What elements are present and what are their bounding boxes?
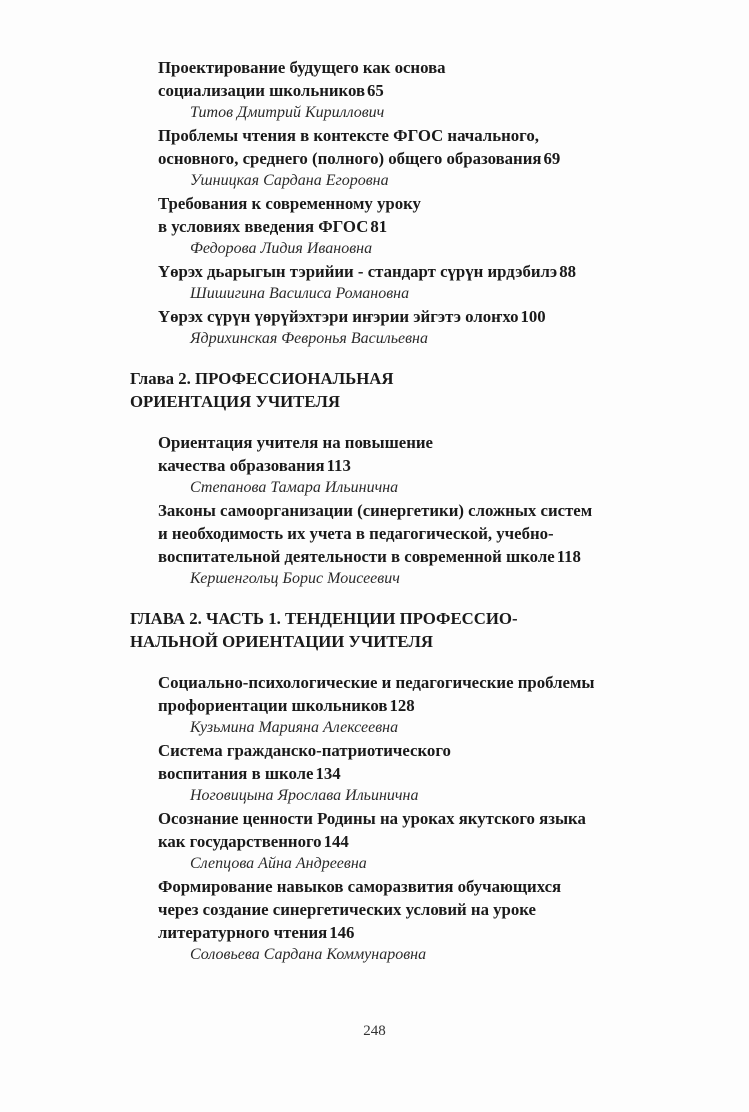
entry-title-line: Система гражданско-патриотического [158,741,451,760]
toc-entry[interactable] [158,807,674,875]
entry-author: Ноговицына Ярослава Ильинична [190,787,419,804]
entry-title [158,671,674,717]
entry-page-number: 144 [323,832,349,851]
entry-author: Кершенгольц Борис Моисеевич [190,570,400,587]
entry-author: Кузьмина Марияна Алексеевна [190,719,399,736]
entry-title-line: Ориентация учителя на повышение [158,433,433,452]
entry-title [158,56,674,102]
entry-title-line: Осознание ценности Родины на уроках якутского языка [158,809,586,828]
chapter-heading-line: Глава 2. ПРОФЕССИОНАЛЬНАЯ [130,369,394,388]
entry-leader-row [158,921,674,944]
entry-author: Титов Дмитрий Кириллович [190,104,385,121]
entry-leader-row [158,79,674,102]
chapter-heading [130,607,674,653]
entry-title-line: Законы самоорганизации (синергетики) сложных систем [158,501,593,520]
entry-author: Степанова Тамара Ильинична [190,479,399,496]
entry-author: Слепцова Айна Андреевна [190,855,367,872]
entry-title [158,431,674,477]
entry-title-line: Проектирование будущего как основа [158,58,446,77]
entry-leader-row [158,147,674,170]
entry-leader-row [158,305,674,328]
entry-page-number: 100 [520,307,546,326]
entry-leader-row [158,694,674,717]
entry-author: Ушницкая Сардана Егоровна [190,172,389,189]
entry-author: Федорова Лидия Ивановна [190,240,373,257]
chapter-heading-line: ГЛАВА 2. ЧАСТЬ 1. ТЕНДЕНЦИИ ПРОФЕССИО- [130,609,518,628]
toc-entry[interactable] [158,192,674,260]
entry-title [158,875,674,944]
entry-leader-row [158,830,674,853]
entry-leader-row [158,215,674,238]
entry-author: Ядрихинская Февронья Васильевна [190,330,428,347]
entry-title [158,305,674,328]
entry-leader-row [158,260,674,283]
entry-title-line: качества образования [158,456,325,475]
entry-page-number: 81 [370,217,388,236]
entry-page-number: 88 [559,262,576,281]
entry-title-line: воспитательной деятельности в современной школе [158,547,555,566]
entry-page-number: 128 [389,696,415,715]
toc-entry[interactable] [158,739,674,807]
toc-entry[interactable] [158,431,674,499]
entry-leader-row [158,545,674,568]
entry-title-line: Социально-психологические и педагогические проблемы [158,673,595,692]
entry-title [158,739,674,785]
toc-entry[interactable] [158,875,674,966]
entry-title-line: профориентации школьников [158,696,388,715]
entry-title-line: воспитания в школе [158,764,314,783]
toc-entry[interactable] [158,499,674,590]
entry-title-line: Требования к современному уроку [158,194,421,213]
chapter-heading [130,367,674,413]
entry-title-line: в условиях введения ФГОС [158,217,369,236]
entry-title-line: Формирование навыков саморазвития обучающихся [158,877,562,896]
entry-title [158,260,674,283]
entry-title-line: Үөрэх дьарыгын тэрийии - стандарт сүрүн ирдэбилэ [158,262,558,281]
toc-entry[interactable] [158,124,674,192]
entry-title [158,499,674,568]
entry-page-number: 146 [329,923,355,942]
entry-title [158,192,674,238]
entry-title [158,124,674,170]
entry-author: Шишигина Василиса Романовна [190,285,410,302]
toc-entry[interactable] [158,56,674,124]
entry-author: Соловьева Сардана Коммунаровна [190,946,427,963]
toc-entry[interactable] [158,305,674,350]
entry-title-line: Проблемы чтения в контексте ФГОС начального, [158,126,539,145]
table-of-contents [130,56,674,966]
page-number: 248 [363,1023,386,1039]
entry-title-line: социализации школьников [158,81,366,100]
entry-page-number: 69 [543,149,561,168]
chapter-heading-line: ОРИЕНТАЦИЯ УЧИТЕЛЯ [130,392,340,411]
entry-page-number: 134 [315,764,341,783]
entry-leader-row [158,454,674,477]
entry-title-line: через создание синергетических условий на уроке [158,900,536,919]
entry-page-number: 113 [326,456,351,475]
entry-page-number: 118 [556,547,581,566]
chapter-heading-line: НАЛЬНОЙ ОРИЕНТАЦИИ УЧИТЕЛЯ [130,632,434,651]
entry-title-line: основного, среднего (полного) общего образования [158,149,542,168]
entry-title-line: литературного чтения [158,923,328,942]
entry-title-line: Үөрэх сүрүн үөрүйэхтэри иҥэрии эйгэтэ олоҥхо [158,307,519,326]
entry-title [158,807,674,853]
entry-title-line: и необходимость их учета в педагогической, учебно- [158,524,554,543]
entry-page-number: 65 [367,81,384,100]
toc-entry[interactable] [158,260,674,305]
entry-leader-row [158,762,674,785]
entry-title-line: как государственного [158,832,322,851]
toc-entry[interactable] [158,671,674,739]
